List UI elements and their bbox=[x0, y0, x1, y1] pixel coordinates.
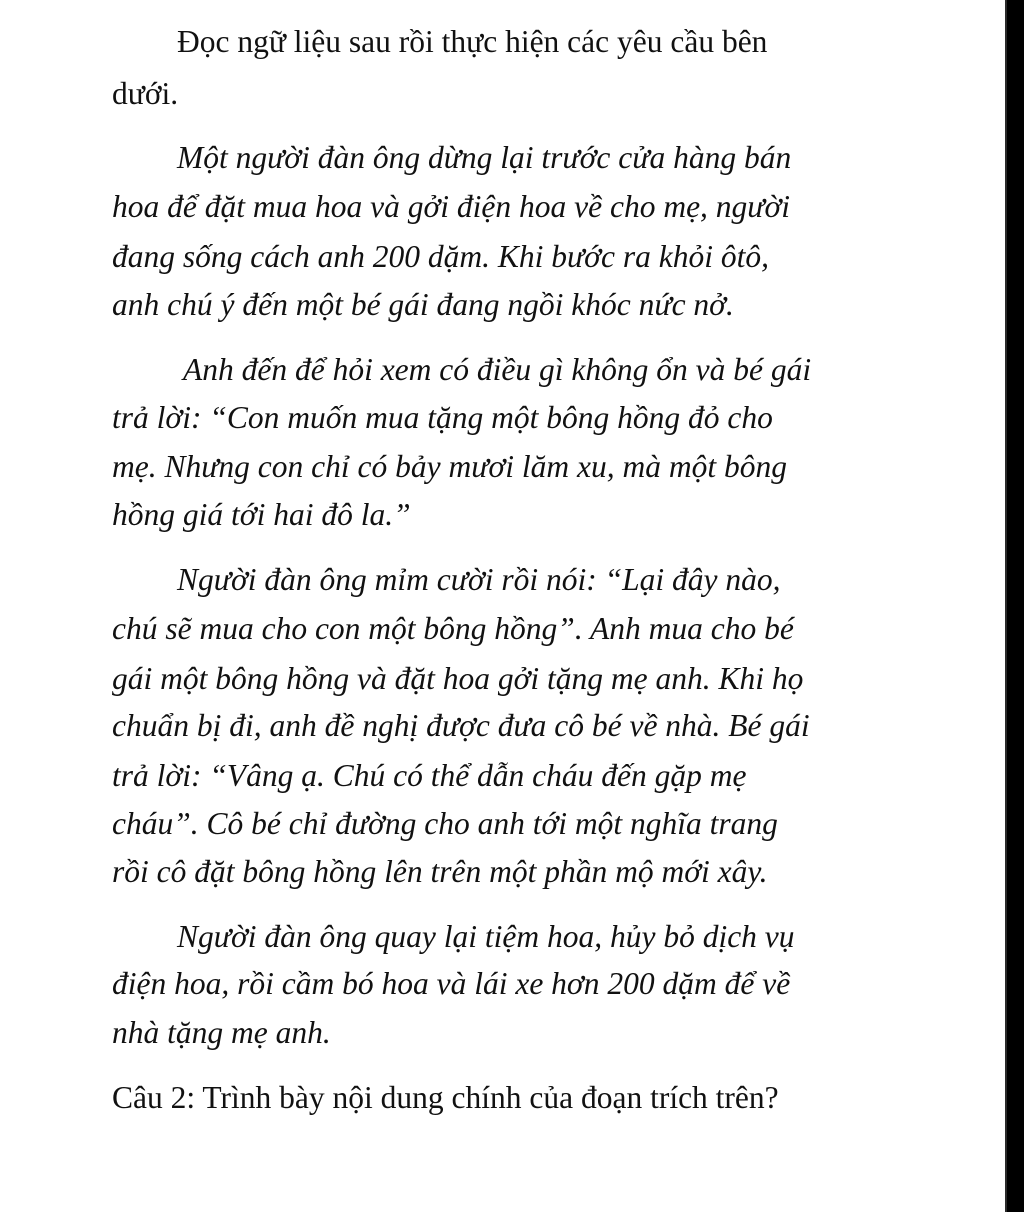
passage-line: anh chú ý đến một bé gái đang ngồi khóc nức nở. bbox=[112, 287, 734, 322]
passage-line: gái một bông hồng và đặt hoa gởi tặng mẹ anh. Khi họ bbox=[112, 661, 804, 696]
passage-line: Người đàn ông quay lại tiệm hoa, hủy bỏ dịch vụ bbox=[177, 919, 795, 954]
passage-line: Một người đàn ông dừng lại trước cửa hàng bán bbox=[177, 140, 792, 175]
passage-line: trả lời: “Vâng ạ. Chú có thể dẫn cháu đến gặp mẹ bbox=[112, 758, 747, 793]
passage-line: điện hoa, rồi cầm bó hoa và lái xe hơn 200 dặm để về bbox=[112, 966, 791, 1001]
passage-line: hoa để đặt mua hoa và gởi điện hoa về cho mẹ, người bbox=[112, 189, 791, 224]
instruction-line-2: dưới. bbox=[112, 76, 179, 111]
passage-line: trả lời: “Con muốn mua tặng một bông hồng đỏ cho bbox=[112, 400, 773, 435]
passage-line: Anh đến để hỏi xem có điều gì không ổn và bé gái bbox=[183, 352, 812, 387]
instruction-line-1: Đọc ngữ liệu sau rồi thực hiện các yêu cầu bên bbox=[177, 24, 768, 59]
passage-line: đang sống cách anh 200 dặm. Khi bước ra khỏi ôtô, bbox=[112, 239, 769, 274]
passage-line: cháu”. Cô bé chỉ đường cho anh tới một nghĩa trang bbox=[112, 806, 778, 841]
passage-line: hồng giá tới hai đô la.” bbox=[112, 497, 411, 532]
passage-line: Người đàn ông mỉm cười rồi nói: “Lại đây nào, bbox=[177, 562, 781, 597]
passage-line: chú sẽ mua cho con một bông hồng”. Anh mua cho bé bbox=[112, 611, 794, 646]
passage-line: chuẩn bị đi, anh đề nghị được đưa cô bé về nhà. Bé gái bbox=[112, 708, 810, 743]
question-text: Câu 2: Trình bày nội dung chính của đoạn trích trên? bbox=[112, 1080, 779, 1115]
passage-line: mẹ. Nhưng con chỉ có bảy mươi lăm xu, mà một bông bbox=[112, 449, 787, 484]
passage-line: nhà tặng mẹ anh. bbox=[112, 1015, 331, 1050]
passage-line: rồi cô đặt bông hồng lên trên một phần mộ mới xây. bbox=[112, 854, 768, 889]
